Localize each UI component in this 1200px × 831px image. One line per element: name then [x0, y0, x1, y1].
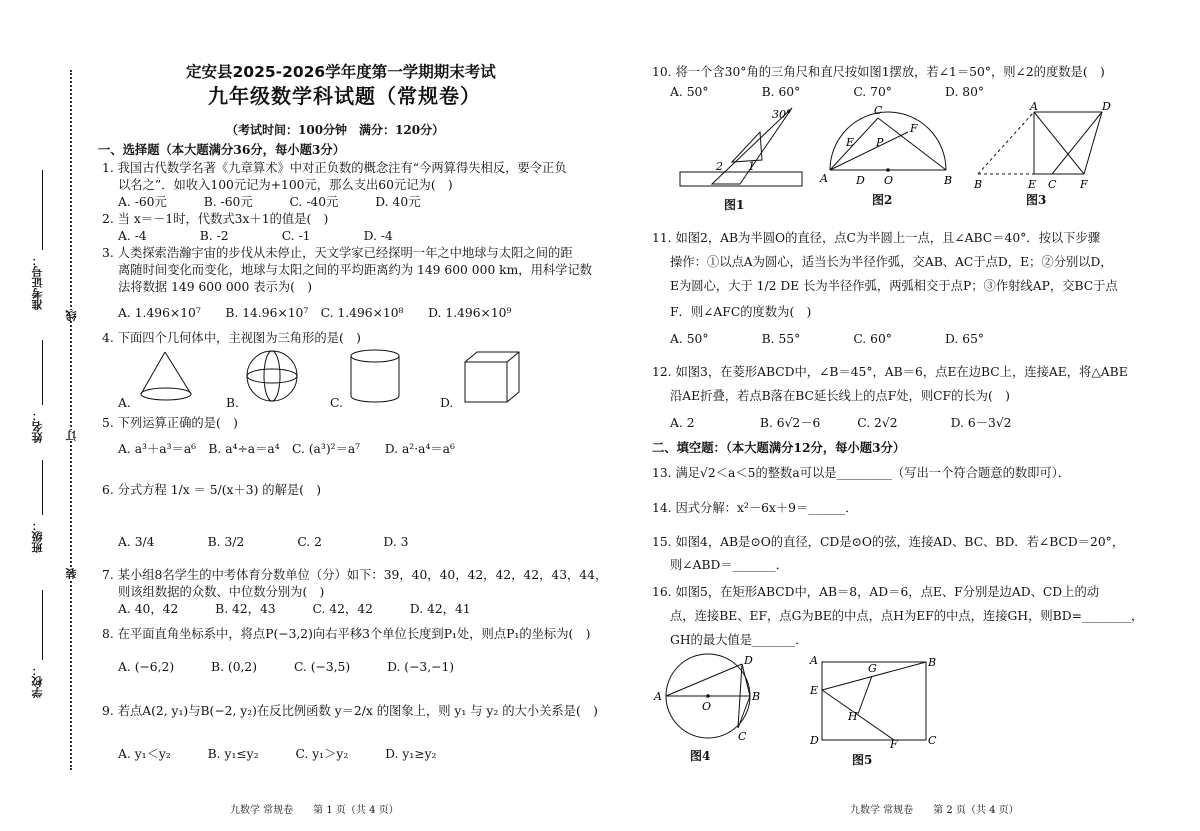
figure-5-rectangle [810, 654, 940, 750]
figure-point-label: C [738, 730, 747, 743]
q5-stem: 5. 下列运算正确的是( ) [102, 416, 238, 430]
figure-4-circle [654, 652, 770, 744]
q4-option-a: A. [118, 396, 131, 410]
figure-1-angle-30: 30° [772, 108, 792, 121]
q7-stem-1: 7. 某小组8名学生的中考体育分数单位（分）如下：39，40，40，42，42，42，43，44， [102, 568, 608, 582]
figure-3-caption: 图3 [1026, 193, 1047, 207]
exam-title: 定安县2025-2026学年度第一学期期末考试 [186, 63, 496, 81]
figure-2-caption: 图2 [872, 193, 893, 207]
q6-stem: 6. 分式方程 1/x ＝ 5/(x＋3) 的解是( ) [102, 483, 322, 497]
figure-point-label: H [848, 710, 858, 723]
q8-stem: 8. 在平面直角坐标系中，将点P(−3,2)向右平移3个单位长度到P₁处，则点P₁的坐标为( ) [102, 627, 591, 641]
figure-point-label: B [928, 656, 937, 669]
footer-page-2: 九数学 常规卷 第 2 页（共 4 页） [850, 805, 1019, 816]
figure-point-label: C [874, 104, 883, 117]
q4-stem: 4. 下面四个几何体中，主视图为三角形的是( ) [102, 331, 361, 345]
q9-options: A. y₁＜y₂ B. y₁≤y₂ C. y₁＞y₂ D. y₁≥y₂ [118, 747, 437, 761]
q11-stem-3: E为圆心，大于 1/2 DE 长为半径作弧，两弧相交于点P；③作射线AP，交BC于点 [670, 279, 1118, 293]
q4-option-c: C. [330, 396, 343, 410]
exam-subtitle: 九年级数学科试题（常规卷） [208, 84, 481, 108]
figure-point-label: D [810, 734, 819, 747]
q6-options: A. 3/4 B. 3/2 C. 2 D. 3 [118, 535, 409, 549]
q13-stem: 13. 满足√2＜a＜5的整数a可以是_________（写出一个符合题意的数即可）． [652, 466, 1071, 480]
q1-stem-1: 1. 我国古代数学名著《九章算术》中对正负数的概念注有“今两算得失相反，要令正负 [102, 161, 567, 175]
figure-point-label: E [810, 684, 819, 697]
cone-figure [135, 350, 205, 410]
figure-4-caption: 图4 [690, 749, 711, 763]
class-label: 班级： [31, 520, 44, 553]
name-label: 姓名： [31, 410, 44, 443]
q10-stem: 10. 将一个含30°角的三角尺和直尺按如图1摆放，若∠1＝50°，则∠2的度数是( ) [652, 65, 1105, 79]
q7-options: A. 40，42 B. 42，43 C. 42，42 D. 42，41 [118, 602, 471, 616]
figure-point-label: A [810, 654, 818, 667]
footer-page-1: 九数学 常规卷 第 1 页（共 4 页） [230, 805, 399, 816]
figure-point-label: B [752, 690, 761, 703]
figure-point-label: F [890, 738, 898, 751]
figure-1-caption: 图1 [724, 198, 745, 212]
q11-options: A. 50° B. 55° C. 60° D. 65° [670, 332, 985, 346]
exam-number-label: 准考证号： [31, 255, 44, 310]
figure-point-label: D [856, 174, 865, 187]
figure-point-label: C [928, 734, 937, 747]
figure-point-label: B [974, 178, 983, 191]
q9-stem: 9. 若点A(2, y₁)与B(−2, y₂)在反比例函数 y＝2/x 的图象上，则 y₁ 与 y₂ 的大小关系是( ) [102, 704, 598, 718]
q3-stem-3: 法将数据 149 600 000 表示为( ) [118, 280, 313, 294]
figure-1-ruler-triangle [680, 104, 810, 190]
q12-stem-1: 12. 如图3，在菱形ABCD中，∠B＝45°，AB＝6，点E在边BC上，连接AE，将△ABE [652, 365, 1128, 379]
figure-point-label: P [876, 136, 884, 149]
q16-stem-1: 16. 如图5，在矩形ABCD中，AB＝8，AD＝6，点E、F分别是边AD、CD上的动 [652, 585, 1100, 599]
figure-point-label: A [654, 690, 662, 703]
figure-point-label: C [1048, 178, 1057, 191]
q8-options: A. (−6,2) B. (0,2) C. (−3,5) D. (−3,−1) [118, 660, 455, 674]
q12-stem-2: 沿AE折叠，若点B落在BC延长线上的点F处，则CF的长为( ) [670, 389, 1010, 403]
q1-options: A. -60元 B. -60元 C. -40元 D. 40元 [118, 195, 421, 209]
seal-mark-zhuang: 装 [65, 568, 78, 579]
q3-options: A. 1.496×10⁷ B. 14.96×10⁷ C. 1.496×10⁸ D. 1.496×10⁹ [118, 306, 512, 320]
section-choice-heading: 一、选择题（本大题满分36分，每小题3分） [98, 142, 346, 157]
q11-stem-4: F．则∠AFC的度数为( ) [670, 305, 812, 319]
figure-point-label: A [1030, 100, 1038, 113]
figure-point-label: O [702, 700, 712, 713]
figure-3-rhombus [974, 100, 1118, 191]
cylinder-figure [348, 348, 408, 408]
q12-options: A. 2 B. 6√2－6 C. 2√2 D. 6－3√2 [670, 416, 1012, 430]
q16-stem-2: 点，连接BE、EF，点G为BE的中点，点H为EF的中点，连接GH，则BD=________， [670, 609, 1144, 623]
figure-point-label: E [1028, 178, 1037, 191]
figure-point-label: O [884, 174, 894, 187]
figure-5-caption: 图5 [852, 753, 873, 767]
figure-point-label: F [910, 122, 918, 135]
q2-stem: 2. 当 x＝－1时，代数式3x＋1的值是( ) [102, 212, 329, 226]
seal-mark-ding: 订 [65, 430, 78, 441]
q4-option-b: B. [226, 396, 239, 410]
page-2 [640, 0, 1200, 831]
q3-stem-2: 离随时间变化而变化，地球与太阳之间的平均距离约为 149 600 000 km，用科学记数 [118, 263, 593, 277]
school-label: 学校： [31, 665, 44, 698]
q15-stem-2: 则∠ABD＝_______． [670, 558, 789, 572]
q14-stem: 14. 因式分解：x²－6x＋9＝______． [652, 501, 858, 515]
sphere-figure [244, 350, 304, 410]
q2-options: A. -4 B. -2 C. -1 D. -4 [118, 229, 393, 243]
figure-point-label: G [868, 662, 877, 675]
figure-point-label: B [944, 174, 953, 187]
figure-point-label: A [820, 172, 828, 185]
q5-options: A. a³＋a³＝a⁶ B. a⁴÷a＝a⁴ C. (a³)²＝a⁷ D. a²·a⁴＝a⁶ [118, 442, 455, 456]
exam-meta: （考试时间：100分钟 满分：120分） [226, 123, 445, 137]
figure-point-label: D [744, 654, 753, 667]
q10-options: A. 50° B. 60° C. 70° D. 80° [670, 85, 985, 99]
figure-point-label: D [1102, 100, 1111, 113]
q15-stem-1: 15. 如图4，AB是⊙O的直径，CD是⊙O的弦，连接AD、BC、BD．若∠BCD＝20°， [652, 535, 1125, 549]
figure-2-semicircle [820, 104, 956, 187]
figure-point-label: F [1080, 178, 1088, 191]
q3-stem-1: 3. 人类探索浩瀚宇宙的步伐从未停止，天文学家已经探明一年之中地球与太阳之间的距 [102, 246, 573, 260]
q4-option-d: D. [440, 396, 454, 410]
q7-stem-2: 则该组数据的众数、中位数分别为( ) [118, 585, 325, 599]
q1-stem-2: 以名之”．如收入100元记为+100元，那么支出60元记为( ) [118, 178, 453, 192]
q11-stem-2: 操作：①以点A为圆心，适当长为半径作弧，交AB、AC于点D，E；②分别以D， [670, 255, 1113, 269]
section-fill-heading: 二、填空题：（本大题满分12分，每小题3分） [652, 440, 906, 455]
figure-point-label: E [846, 136, 855, 149]
figure-1-angle-1: 1 [748, 160, 755, 173]
cube-figure [463, 350, 533, 410]
seal-mark-xian: 线 [65, 310, 78, 321]
q16-stem-3: GH的最大值是_______． [670, 633, 808, 647]
figure-1-angle-2: 2 [716, 160, 723, 173]
q11-stem-1: 11. 如图2，AB为半圆O的直径，点C为半圆上一点，且∠ABC＝40°．按以下步骤 [652, 231, 1101, 245]
